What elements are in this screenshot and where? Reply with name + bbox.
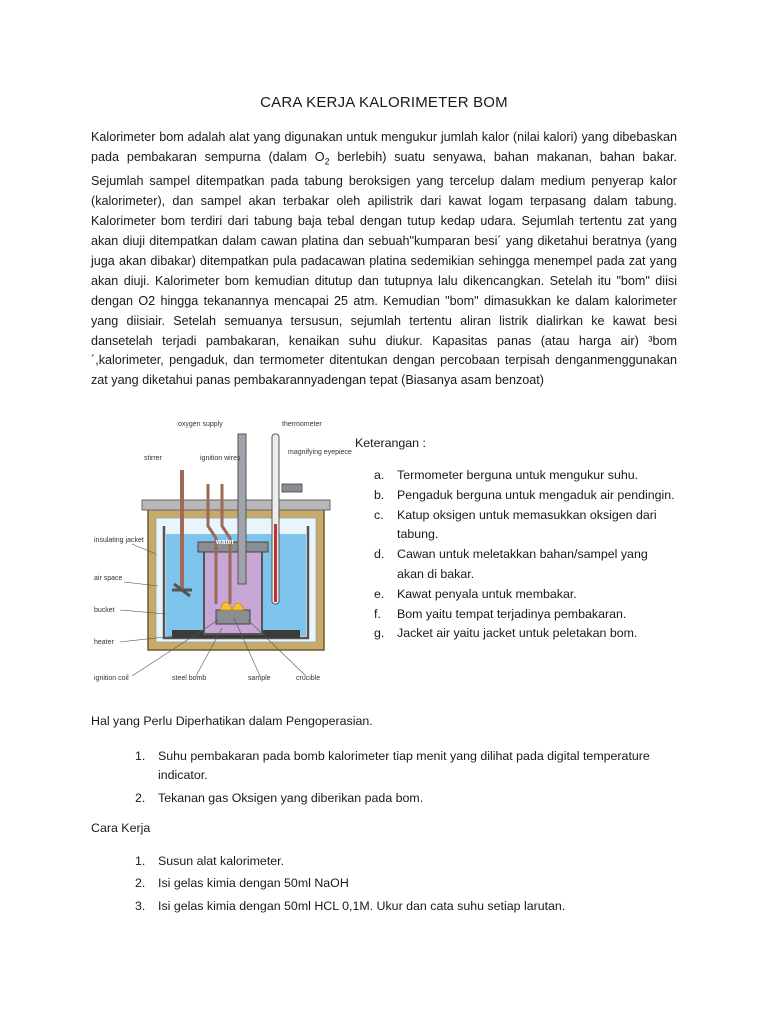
label-ignition-coil: ignition coil <box>94 675 129 682</box>
label-insulating-jacket: insulating jacket <box>94 537 144 544</box>
list-item-text: Susun alat kalorimeter. <box>158 854 285 868</box>
list-item <box>91 852 681 871</box>
list-item <box>355 624 675 644</box>
list-item-text: Termometer berguna untuk mengukur suhu. <box>397 468 639 482</box>
notes-list <box>355 466 675 644</box>
list-item <box>91 747 681 786</box>
list-marker: 1. <box>135 854 146 868</box>
operation-section-title: Hal yang Perlu Diperhatikan dalam Pengoperasian. <box>91 714 373 728</box>
label-water: water <box>216 539 235 546</box>
stirrer-shaft <box>180 470 184 590</box>
label-oxygen-supply: oxygen supply <box>178 421 223 428</box>
magnifying-eyepiece-shape <box>282 484 302 492</box>
notes-panel <box>355 436 675 644</box>
label-air-space: air space <box>94 575 123 582</box>
operation-list <box>91 747 681 811</box>
list-item <box>355 605 675 625</box>
intro-paragraph <box>91 128 677 391</box>
label-ignition-wires: ignition wires <box>200 455 241 462</box>
list-item <box>91 874 681 893</box>
list-marker: a. <box>374 468 385 482</box>
list-marker: b. <box>374 487 385 502</box>
label-crucible: crucible <box>296 675 321 682</box>
oxygen-subscript: 2 <box>324 156 330 167</box>
list-item-text: Katup oksigen untuk memasukkan oksigen dari tabung. <box>397 507 657 542</box>
label-bucket: bucket <box>94 607 115 614</box>
list-item-text: Suhu pembakaran pada bomb kalorimeter tiap menit yang dilihat pada digital temperature indicator. <box>158 749 650 783</box>
list-item-text: Isi gelas kimia dengan 50ml NaOH <box>158 876 349 891</box>
list-marker: e. <box>374 586 385 601</box>
calorimeter-illustration <box>92 414 352 686</box>
procedure-list <box>91 852 681 919</box>
list-item <box>355 466 675 486</box>
list-item-text: Bom yaitu tempat terjadinya pembakaran. <box>397 606 627 621</box>
list-marker: d. <box>374 547 385 562</box>
label-magnifying-eyepiece: magnifying eyepiece <box>288 449 352 456</box>
label-heater: heater <box>94 639 114 646</box>
list-item <box>91 897 681 916</box>
list-item-text: Pengaduk berguna untuk mengaduk air pendingin. <box>397 487 675 502</box>
list-marker: 2. <box>135 790 146 805</box>
list-item-text: Kawat penyala untuk membakar. <box>397 586 577 601</box>
lid-shape <box>142 500 330 510</box>
intro-text-part-2: berlebih) suatu senyawa, bahan makanan, bahan bakar. Sejumlah sampel ditempatkan pada tabung beroksigen yang tercelup dalam medium penyerap kalor (kalorimeter), dan sampel akan terbakar oleh apilistrik dari kawat logam terpasang dalam tabung. Kalorimeter bom terdiri dari tabung baja tebal dengan tutup kedap udara. Sejumlah tertentu zat yang akan diuji ditempatkan dalam cawan platina dan sebuah"kumparan besi´ yang diketahui beratnya (yang juga akan dibakar) ditempatkan pula padacawan platina sedemikian sehingga menempel pada zat yang akan diuji. Kalorimeter bom kemudian ditutup dan tutupnya lalu dikencangkan. Setelah itu "bom" diisi dengan O2 hingga tekanannya mencapai 25 atm. Kemudian "bom" dimasukkan ke dalam kalorimeter yang diisiair. Setelah semuanya tersusun, sejumlah tertentu aliran listrik dialirkan ke kawat besi dansetelah terjadi pambakaran, kenaikan suhu diukur. Kapasitas panas (atau harga air) ³bom´,kalorimeter, pengaduk, dan termometer ditentukan dengan percobaan terpisah denganmenggunakan zat yang diketahui panas pembakarannyadengan tepat (Biasanya asam benzoat) <box>91 149 677 388</box>
list-item <box>355 486 675 506</box>
list-marker: 3. <box>135 898 146 913</box>
thermometer-column <box>274 524 277 602</box>
page-title: CARA KERJA KALORIMETER BOM <box>260 94 508 111</box>
list-item <box>355 585 675 605</box>
list-marker: 1. <box>135 749 146 763</box>
procedure-section-title: Cara Kerja <box>91 821 151 835</box>
list-marker: f. <box>374 606 381 621</box>
label-steel-bomb: steel bomb <box>172 675 207 682</box>
label-thermometer: thermometer <box>282 421 322 428</box>
list-item-text: Jacket air yaitu jacket untuk peletakan bom. <box>397 626 638 641</box>
list-item-text: Isi gelas kimia dengan 50ml HCL 0,1M. Ukur dan cata suhu setiap larutan. <box>158 898 566 913</box>
list-marker: c. <box>374 507 384 522</box>
list-marker: g. <box>374 626 385 641</box>
list-item <box>91 789 681 808</box>
label-stirrer: stirrer <box>144 455 162 462</box>
label-sample: sample <box>248 675 271 682</box>
list-item-text: Tekanan gas Oksigen yang diberikan pada bom. <box>158 790 424 805</box>
notes-title: Keterangan : <box>355 436 426 450</box>
list-item-text: Cawan untuk meletakkan bahan/sampel yang akan di bakar. <box>397 547 648 581</box>
list-marker: 2. <box>135 876 146 891</box>
intro-text-part-1: Kalorimeter bom adalah alat yang digunakan untuk mengukur jumlah kalor (nilai kalori) yang dibebaskan pada pembakaran sempurna (dalam O <box>91 130 677 164</box>
crucible-shape <box>216 610 250 624</box>
list-item <box>355 545 675 585</box>
bomb-calorimeter-diagram <box>92 414 352 686</box>
list-item <box>355 506 675 546</box>
